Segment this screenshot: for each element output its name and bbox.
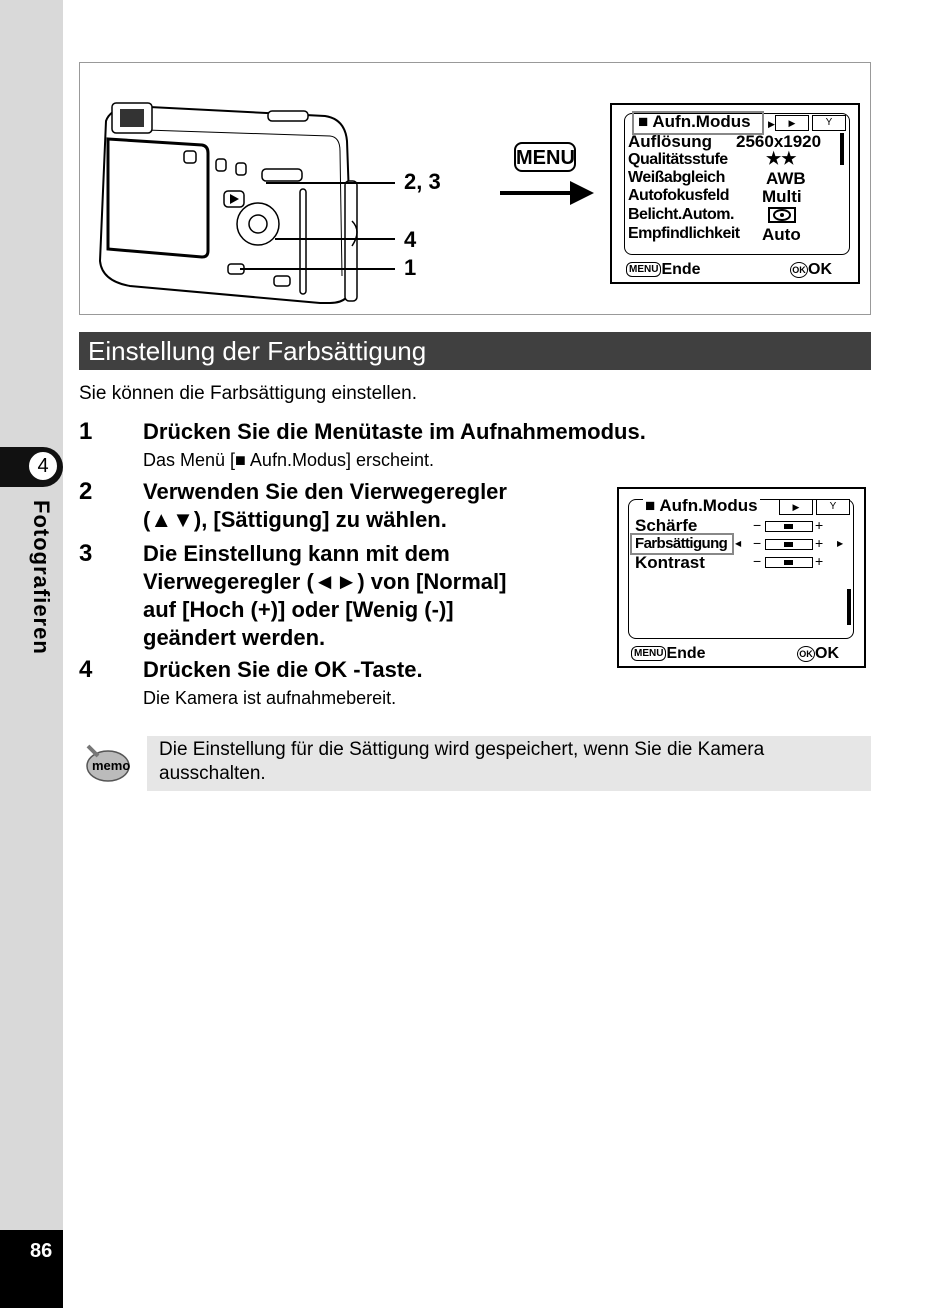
metering-icon bbox=[767, 206, 797, 224]
tab-aufn-modus: Aufn.Modus bbox=[659, 496, 758, 515]
tab-aufn-modus: Aufn.Modus bbox=[652, 112, 751, 131]
svg-text:memo: memo bbox=[92, 758, 130, 773]
menu-key-icon: MENU bbox=[514, 142, 576, 172]
plus-sign: + bbox=[815, 535, 824, 551]
row-label: Schärfe bbox=[635, 516, 698, 535]
arrow-right-icon bbox=[498, 178, 598, 208]
scrollbar bbox=[847, 589, 851, 625]
memo-text: Die Einstellung für die Sättigung wird gespeichert, wenn Sie die Kamera ausschalten. bbox=[159, 739, 765, 784]
row-label: Weißabgleich bbox=[628, 169, 725, 186]
row-label: Belicht.Autom. bbox=[628, 206, 734, 223]
minus-sign: − bbox=[753, 553, 762, 569]
step-3-line3: auf [Hoch (+)] oder [Wenig (-)] bbox=[143, 597, 454, 622]
step-3-line2: Vierwegeregler (◄►) von [Normal] bbox=[143, 569, 507, 594]
page-number: 86 bbox=[30, 1240, 53, 1262]
setup-tab-icon: Y bbox=[816, 499, 850, 515]
row-label: Empfindlichkeit bbox=[628, 225, 740, 242]
row-value: 2560x1920 bbox=[736, 132, 822, 151]
footer-ok: OK OK bbox=[797, 645, 839, 663]
callout-4: 4 bbox=[404, 227, 417, 252]
slider-sharpness bbox=[765, 521, 813, 532]
plus-sign: + bbox=[815, 553, 824, 569]
camera-drawing bbox=[90, 81, 420, 321]
camera-icon: ■ bbox=[235, 450, 246, 470]
chapter-number: 4 bbox=[27, 450, 59, 482]
triangle-left-icon: ◀ bbox=[735, 539, 742, 548]
footer-menu: MENU Ende bbox=[631, 645, 706, 663]
step-3-line1: Die Einstellung kann mit dem bbox=[143, 541, 450, 566]
callout-2-3: 2, 3 bbox=[404, 169, 441, 194]
row-label: Autofokusfeld bbox=[628, 187, 730, 204]
section-title: Einstellung der Farbsättigung bbox=[88, 336, 427, 366]
row-label: Auflösung bbox=[628, 132, 713, 151]
step-1-subtext: Das Menü [■ Aufn.Modus] erscheint. bbox=[143, 450, 435, 470]
row-value: Auto bbox=[762, 225, 801, 244]
plus-sign: + bbox=[815, 517, 824, 533]
step-3-line4: geändert werden. bbox=[143, 625, 326, 650]
step-4-text: Drücken Sie die OK -Taste. bbox=[143, 657, 423, 682]
lcd-screen-saturation-menu bbox=[617, 487, 866, 668]
step-4-subtext: Die Kamera ist aufnahmebereit. bbox=[143, 688, 397, 708]
footer-ok: OK OK bbox=[790, 261, 832, 279]
minus-sign: − bbox=[753, 517, 762, 533]
camera-icon: ■ bbox=[638, 112, 649, 131]
step-4-number: 4 bbox=[79, 656, 93, 683]
playback-tab-icon: ▶ bbox=[779, 499, 813, 515]
callout-1: 1 bbox=[404, 255, 417, 280]
playback-tab-icon: ▶ bbox=[775, 115, 809, 131]
slider-saturation bbox=[765, 539, 813, 550]
camera-icon: ■ bbox=[645, 496, 656, 515]
menu-key-icon: MENU bbox=[631, 646, 666, 661]
intro-text: Sie können die Farbsättigung einstellen. bbox=[79, 383, 418, 404]
ok-key-icon: OK bbox=[797, 646, 815, 662]
camera-illustration bbox=[79, 62, 871, 315]
step-2-line2: (▲▼), [Sättigung] zu wählen. bbox=[143, 507, 447, 532]
scrollbar bbox=[840, 133, 844, 165]
step-1-number: 1 bbox=[79, 418, 93, 445]
triangle-right-icon: ▶ bbox=[837, 539, 844, 548]
step-1-text: Drücken Sie die Menütaste im Aufnahmemodus. bbox=[143, 419, 646, 444]
minus-sign: − bbox=[753, 535, 762, 551]
step-3-number: 3 bbox=[79, 540, 93, 567]
menu-key-icon: MENU bbox=[626, 262, 661, 277]
chapter-title: Fotografieren bbox=[29, 500, 54, 655]
row-label-selected: Farbsättigung bbox=[635, 535, 728, 552]
row-value: ★★ bbox=[766, 149, 797, 168]
memo-icon bbox=[82, 742, 130, 784]
slider-contrast bbox=[765, 557, 813, 568]
step-2-number: 2 bbox=[79, 478, 93, 505]
footer-menu: MENU Ende bbox=[626, 261, 701, 279]
triangle-right-icon: ▶ bbox=[768, 119, 775, 129]
setup-tab-icon: Y bbox=[812, 115, 846, 131]
row-label: Kontrast bbox=[635, 553, 705, 572]
step-2-line1: Verwenden Sie den Vierwegeregler bbox=[143, 479, 507, 504]
lcd-screen-main-menu bbox=[610, 103, 860, 284]
row-value: Multi bbox=[762, 187, 802, 206]
row-label: Qualitätsstufe bbox=[628, 151, 728, 168]
ok-key-icon: OK bbox=[790, 262, 808, 278]
row-value: AWB bbox=[766, 169, 806, 188]
